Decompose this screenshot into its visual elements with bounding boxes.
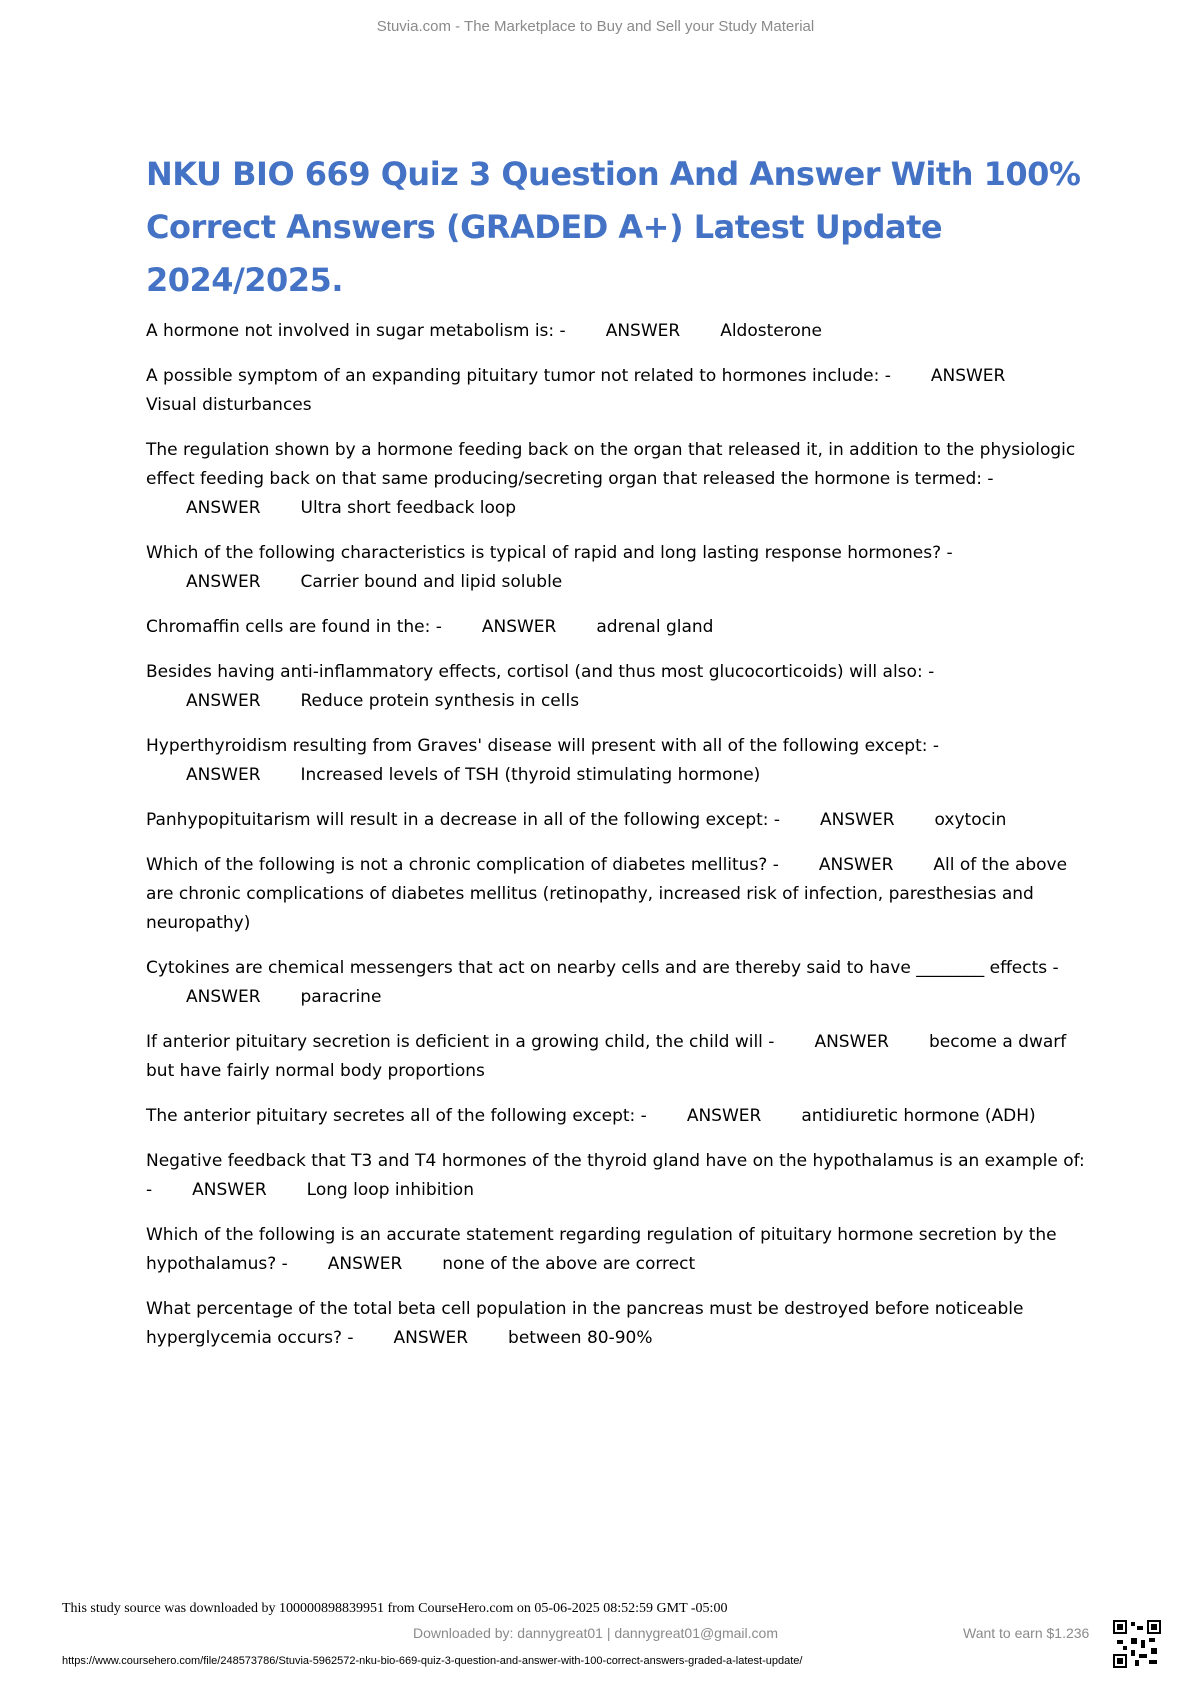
question-text: A possible symptom of an expanding pituitary tumor not related to hormones include: - <box>146 366 891 386</box>
question-text: Negative feedback that T3 and T4 hormones of the thyroid gland have on the hypothalamus is an example of: - <box>146 1151 1085 1200</box>
qa-item <box>146 1102 1086 1131</box>
answer-label: ANSWER <box>186 691 261 711</box>
earn-link[interactable]: Want to earn $1.236 <box>963 1625 1090 1641</box>
answer-label: ANSWER <box>605 321 681 341</box>
answer-text: Visual disturbances <box>146 395 312 415</box>
source-url-link[interactable]: https://www.coursehero.com/file/248573786/Stuvia-5962572-nku-bio-669-quiz-3-question-and-answer-with-100-correct-answers-graded-a-latest-update/ <box>62 1655 803 1667</box>
answer-label: ANSWER <box>818 855 894 875</box>
question-text: Which of the following characteristics is typical of rapid and long lasting response hormones? - <box>146 543 953 563</box>
question-text: The anterior pituitary secretes all of the following except: - <box>146 1106 647 1126</box>
qa-item <box>146 317 1086 346</box>
answer-text: Ultra short feedback loop <box>300 498 517 518</box>
answer-text: become a dwarf but have fairly normal body proportions <box>146 1032 1067 1081</box>
answer-text: oxytocin <box>934 810 1007 830</box>
qa-item <box>146 362 1086 420</box>
question-text: Panhypopituitarism will result in a decrease in all of the following except: - <box>146 810 781 830</box>
answer-label: ANSWER <box>481 617 557 637</box>
answer-text: Reduce protein synthesis in cells <box>300 691 580 711</box>
answer-label: ANSWER <box>820 810 895 830</box>
qa-item <box>146 806 1086 835</box>
answer-text: between 80-90% <box>508 1328 653 1348</box>
answer-text: Carrier bound and lipid soluble <box>300 572 563 592</box>
answer-label: ANSWER <box>192 1180 267 1200</box>
question-text: Besides having anti-inflammatory effects, cortisol (and thus most glucocorticoids) will also: - <box>146 662 935 682</box>
document-title: NKU BIO 669 Quiz 3 Question And Answer With 100% Correct Answers (GRADED A+) Latest Update 2024/2025. <box>146 155 1081 299</box>
answer-label: ANSWER <box>686 1106 762 1126</box>
answer-text: paracrine <box>300 987 382 1007</box>
answer-text: Long loop inhibition <box>306 1180 474 1200</box>
question-text: Cytokines are chemical messengers that act on nearby cells and are thereby said to have ________ effects - <box>146 958 1059 978</box>
qa-item <box>146 436 1086 523</box>
qa-item <box>146 539 1086 597</box>
question-text: If anterior pituitary secretion is deficient in a growing child, the child will - <box>146 1032 775 1052</box>
answer-label: ANSWER <box>186 572 261 592</box>
question-text: Which of the following is an accurate statement regarding regulation of pituitary hormone secretion by the hypothalamus? - <box>146 1225 1057 1274</box>
download-source-line: This study source was downloaded by 100000898839951 from CourseHero.com on 05-06-2025 08:52:59 GMT -05:00 <box>62 1601 728 1616</box>
answer-text: All of the above are chronic complications of diabetes mellitus (retinopathy, increased risk of infection, paresthesias and neuropathy) <box>146 855 1068 933</box>
qr-code-icon[interactable] <box>1113 1620 1161 1668</box>
answer-label: ANSWER <box>393 1328 469 1348</box>
question-text: A hormone not involved in sugar metabolism is: - <box>146 321 566 341</box>
answer-label: ANSWER <box>327 1254 403 1274</box>
question-text: Which of the following is not a chronic complication of diabetes mellitus? - <box>146 855 779 875</box>
question-text: What percentage of the total beta cell population in the pancreas must be destroyed before noticeable hyperglycemia occurs? - <box>146 1299 1024 1348</box>
answer-text: none of the above are correct <box>442 1254 696 1274</box>
answer-label: ANSWER <box>186 765 261 785</box>
site-header: Stuvia.com - The Marketplace to Buy and Sell your Study Material <box>376 18 815 35</box>
downloaded-by-line: Downloaded by: dannygreat01 | dannygreat01@gmail.com <box>413 1625 778 1641</box>
qa-item <box>146 1147 1086 1205</box>
question-text: The regulation shown by a hormone feeding back on the organ that released it, in addition to the physiologic effect feeding back on that same producing/secreting organ that released the hormone is termed: - <box>146 440 1076 489</box>
qa-item <box>146 613 1086 642</box>
answer-label: ANSWER <box>814 1032 889 1052</box>
answer-text: Aldosterone <box>720 321 822 341</box>
question-text: Chromaffin cells are found in the: - <box>146 617 442 637</box>
qa-item <box>146 954 1086 1012</box>
qa-item <box>146 658 1086 716</box>
qa-item <box>146 732 1086 790</box>
qa-item <box>146 1295 1086 1353</box>
qa-item <box>146 1028 1086 1086</box>
answer-text: antidiuretic hormone (ADH) <box>801 1106 1036 1126</box>
qa-item <box>146 851 1086 938</box>
answer-label: ANSWER <box>186 498 261 518</box>
answer-label: ANSWER <box>930 366 1006 386</box>
answer-text: adrenal gland <box>596 617 714 637</box>
question-text: Hyperthyroidism resulting from Graves' disease will present with all of the following except: - <box>146 736 940 756</box>
answer-label: ANSWER <box>186 987 261 1007</box>
qa-item <box>146 1221 1086 1279</box>
answer-text: Increased levels of TSH (thyroid stimulating hormone) <box>300 765 761 785</box>
qa-list <box>146 317 1086 1369</box>
